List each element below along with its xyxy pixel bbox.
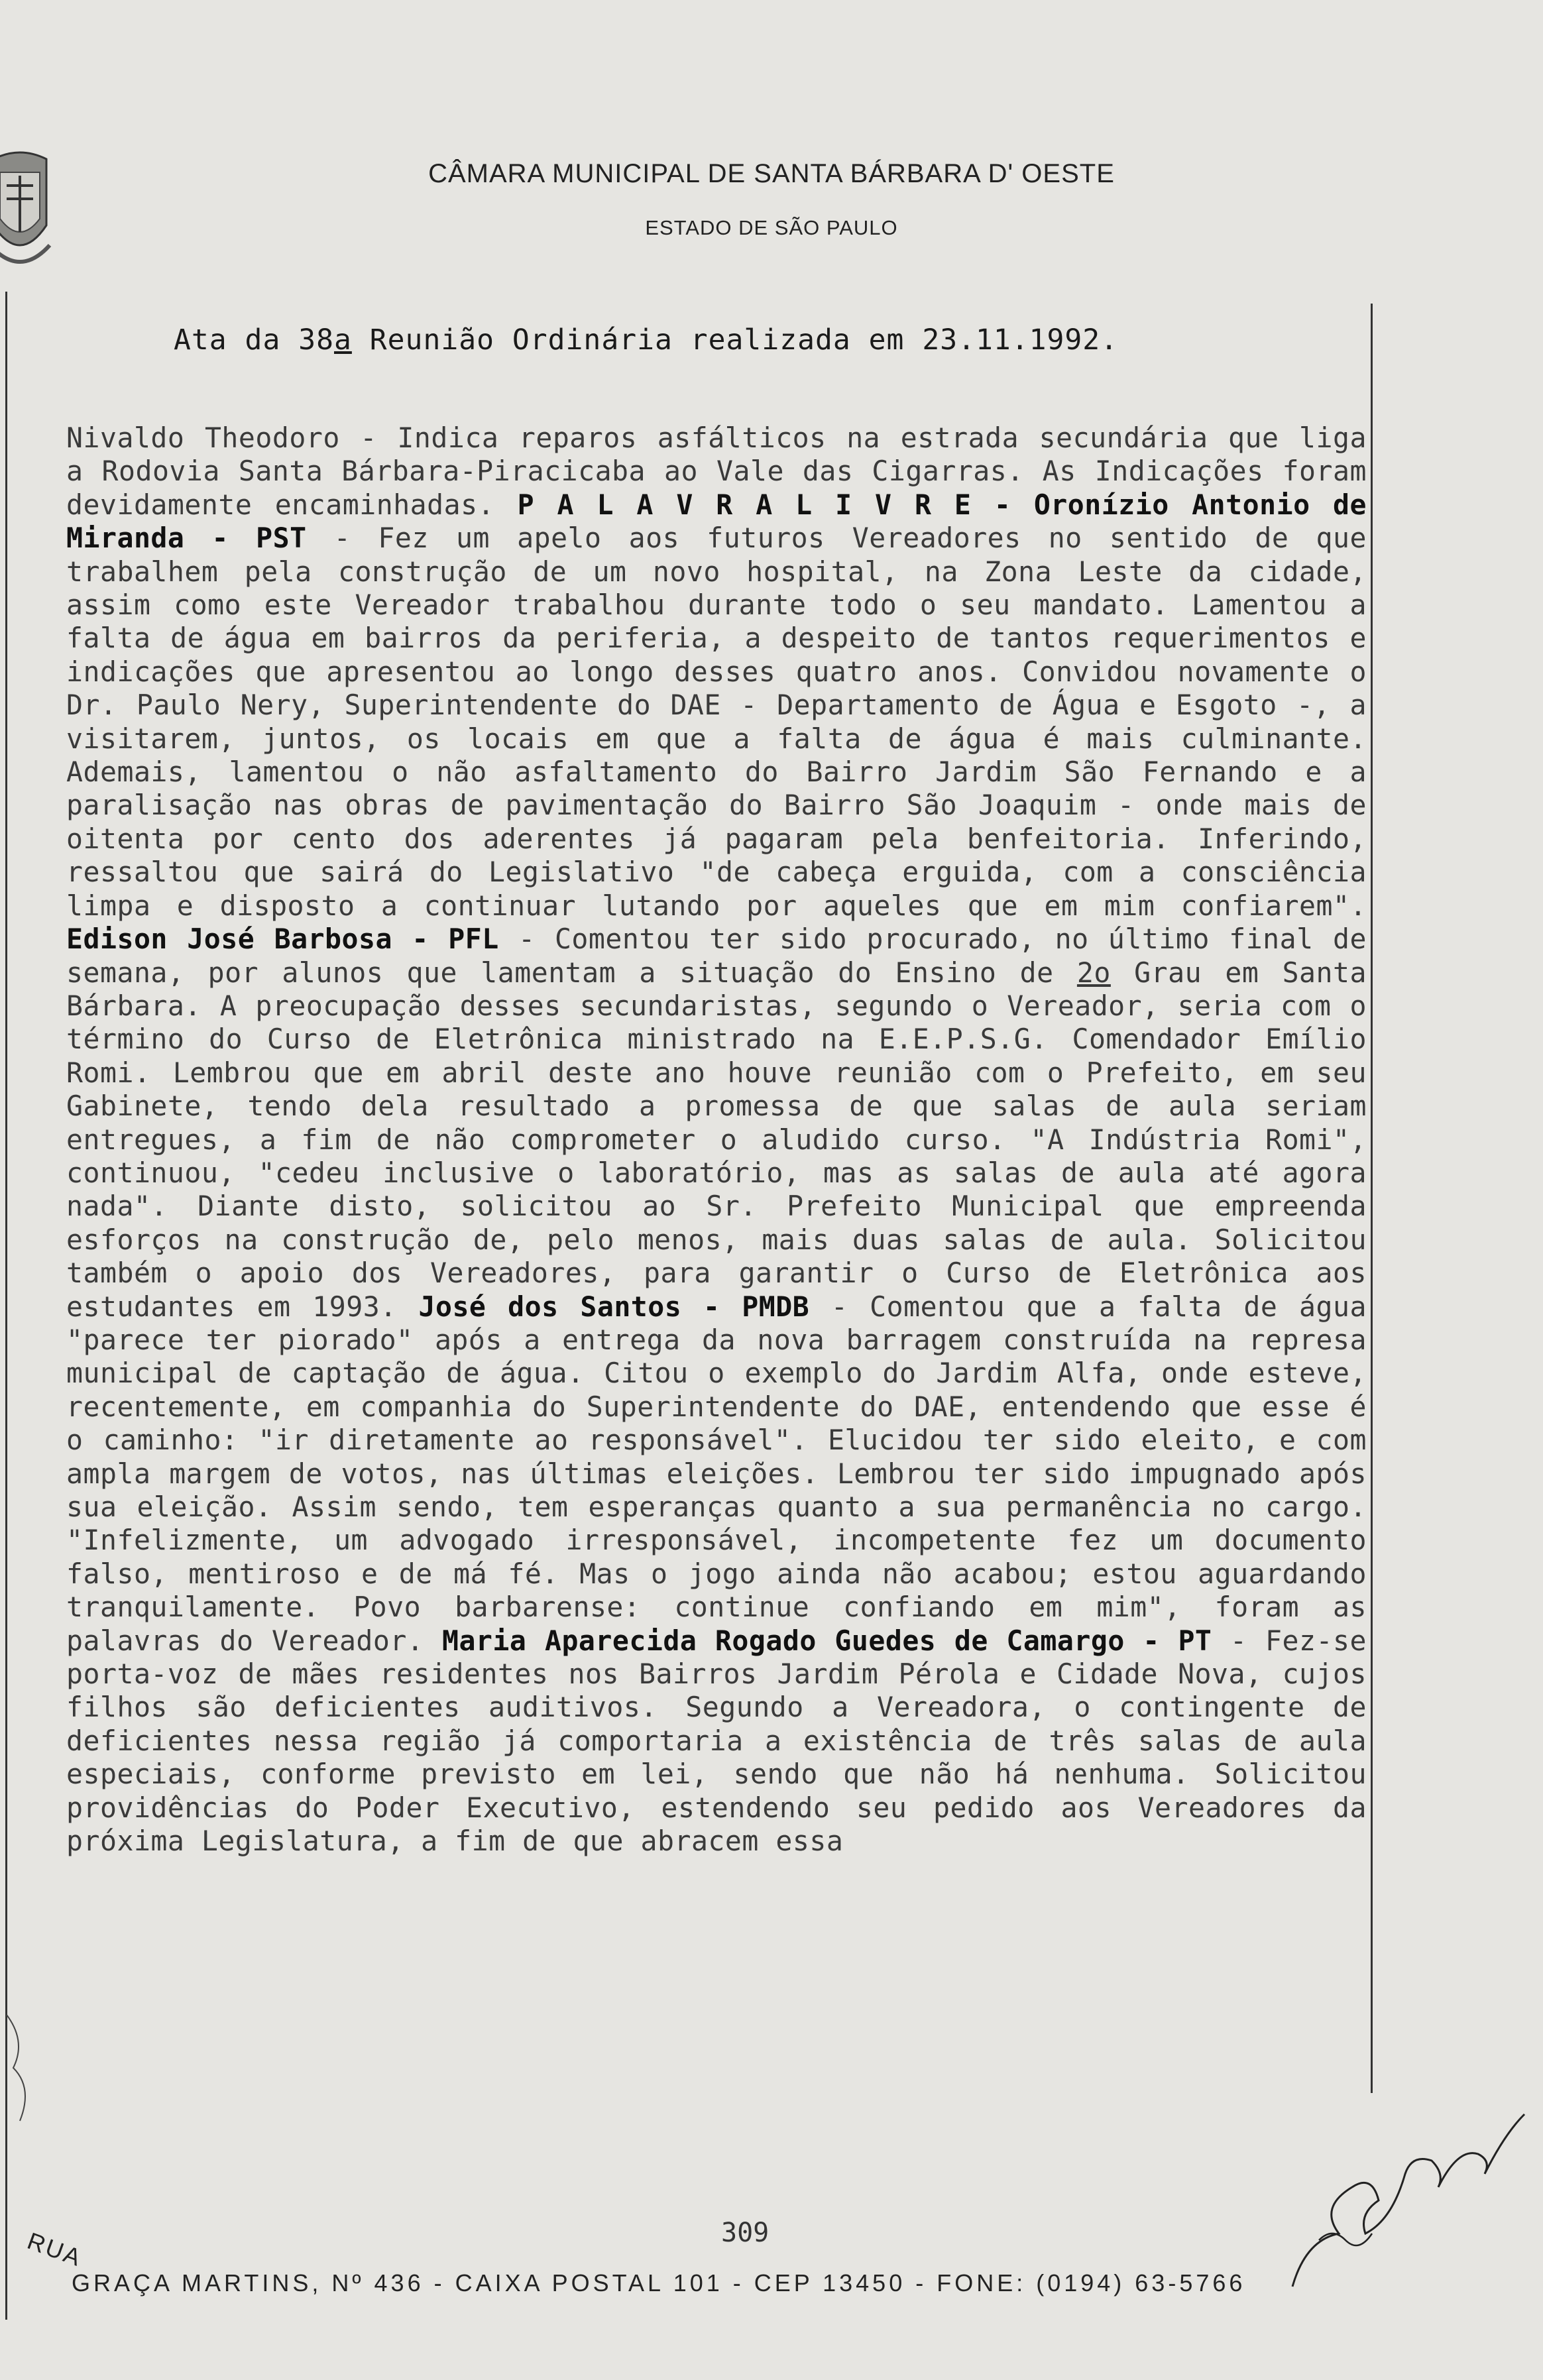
margin-annotation-icon [0,2002,53,2134]
grade-ordinal: 2o [1076,956,1111,989]
title-ordinal-suffix: a [334,323,352,357]
footer-address: GRAÇA MARTINS, Nº 436 - CAIXA POSTAL 101 - CEP 13450 - FONE: (0194) 63-5766 [72,2269,1246,2296]
paragraph-edison-a: - Comentou ter sido procurado, no último final de semana, por alunos que lamentam a situação do Ensino de [66,923,1367,989]
speaker-jose: José dos Santos - PMDB [418,1290,810,1323]
paragraph-oronizio: - Fez um apelo aos futuros Vereadores no sentido de que trabalhem pela construção de um novo hospital, na Zona Leste da cidade, assim como este Vereador trabalhou durante todo o seu mandato. Lamentou a falta de água em bairros da periferia, a despeito de tantos requerimentos e indicações que apresentou ao longo desses quatro anos. Convidou novamente o Dr. Paulo Nery, Superintendente do DAE - Departamento de Água e Esgoto -, a visitarem, juntos, os locais em que a falta de água é mais culminante. Ademais, lamentou o não asfaltamento do Bairro Jardim São Fernando e a paralisação nas obras de pavimentação do Bairro São Joaquim - onde mais de oitenta por cento dos aderentes já pagaram pela benfeitoria. Inferindo, ressaltou que sairá do Legislativo "de cabeça erguida, com a consciência limpa e disposto a continuar lutando por aqueles que em mim confiarem". [66,522,1367,922]
state-subheader: ESTADO DE SÃO PAULO [645,216,898,239]
institution-header: CÂMARA MUNICIPAL DE SANTA BÁRBARA D' OESTE [428,159,1115,188]
paragraph-indications: Nivaldo Theodoro - Indica reparos asfálticos na estrada secundária que liga a Rodovia Santa Bárbara-Piracicaba ao Vale das Cigarras. As Indicações foram devidamente encaminhadas. [66,422,1367,521]
title-suffix: Reunião Ordinária realizada em 23.11.1992. [351,323,1119,357]
right-margin-rule [1371,304,1373,2093]
paragraph-edison-b: Grau em Santa Bárbara. A preocupação desses secundaristas, segundo o Vereador, seria com o término do Curso de Eletrônica ministrado na E.E.P.S.G. Comendador Emílio Romi. Lembrou que em abril deste ano houve reunião com o Prefeito, em seu Gabinete, tendo dela resultado a promessa de que salas de aula seriam entregues, a fim de não comprometer o aludido curso. "A Indústria Romi", continuou, "cedeu inclusive o laboratório, mas as salas de aula até agora nada". Diante disto, solicitou ao Sr. Prefeito Municipal que empreenda esforços na construção de, pelo menos, mais duas salas de aula. Solicitou também o apoio dos Vereadores, para garantir o Curso de Eletrônica aos estudantes em 1993. [66,956,1367,1323]
footer-rua: RUA [23,2227,86,2272]
speaker-maria: Maria Aparecida Rogado Guedes de Camargo - PT [441,1624,1212,1657]
minutes-title [174,323,1118,357]
page-number: 309 [721,2218,770,2248]
minutes-body [66,422,1367,1858]
section-heading-palavra-livre: P A L A V R A L I V R E - Oronízio Antonio de Miranda - PST [66,488,1367,555]
title-prefix: Ata da 38 [174,323,334,357]
paragraph-jose: - Comentou que a falta de água "parece ter piorado" após a entrega da nova barragem construída na represa municipal de captação de água. Citou o exemplo do Jardim Alfa, onde esteve, recentemente, em companhia do Superintendente do DAE, entendendo que esse é o caminho: "ir diretamente ao responsável". Elucidou ter sido eleito, e com ampla margem de votos, nas últimas eleições. Lembrou ter sido impugnado após sua eleição. Assim sendo, tem esperanças quanto a sua permanência no cargo. "Infelizmente, um advogado irresponsável, incompetente fez um documento falso, mentiroso e de má fé. Mas o jogo ainda não acabou; estou aguardando tranquilamente. Povo barbarense: continue confiando em mim", foram as palavras do Vereador. [66,1290,1367,1657]
speaker-edison: Edison José Barbosa - PFL [66,923,499,956]
handwritten-signature-icon [1279,2074,1538,2300]
paragraph-maria: - Fez-se porta-voz de mães residentes nos Bairros Jardim Pérola e Cidade Nova, cujos filhos são deficientes auditivos. Segundo a Vereadora, o contingente de deficientes nessa região já comportaria a existência de três salas de aula especiais, conforme previsto em lei, sendo que não há nenhuma. Solicitou providências do Poder Executivo, estendendo seu pedido aos Vereadores da próxima Legislatura, a fim de que abracem essa [66,1624,1367,1858]
